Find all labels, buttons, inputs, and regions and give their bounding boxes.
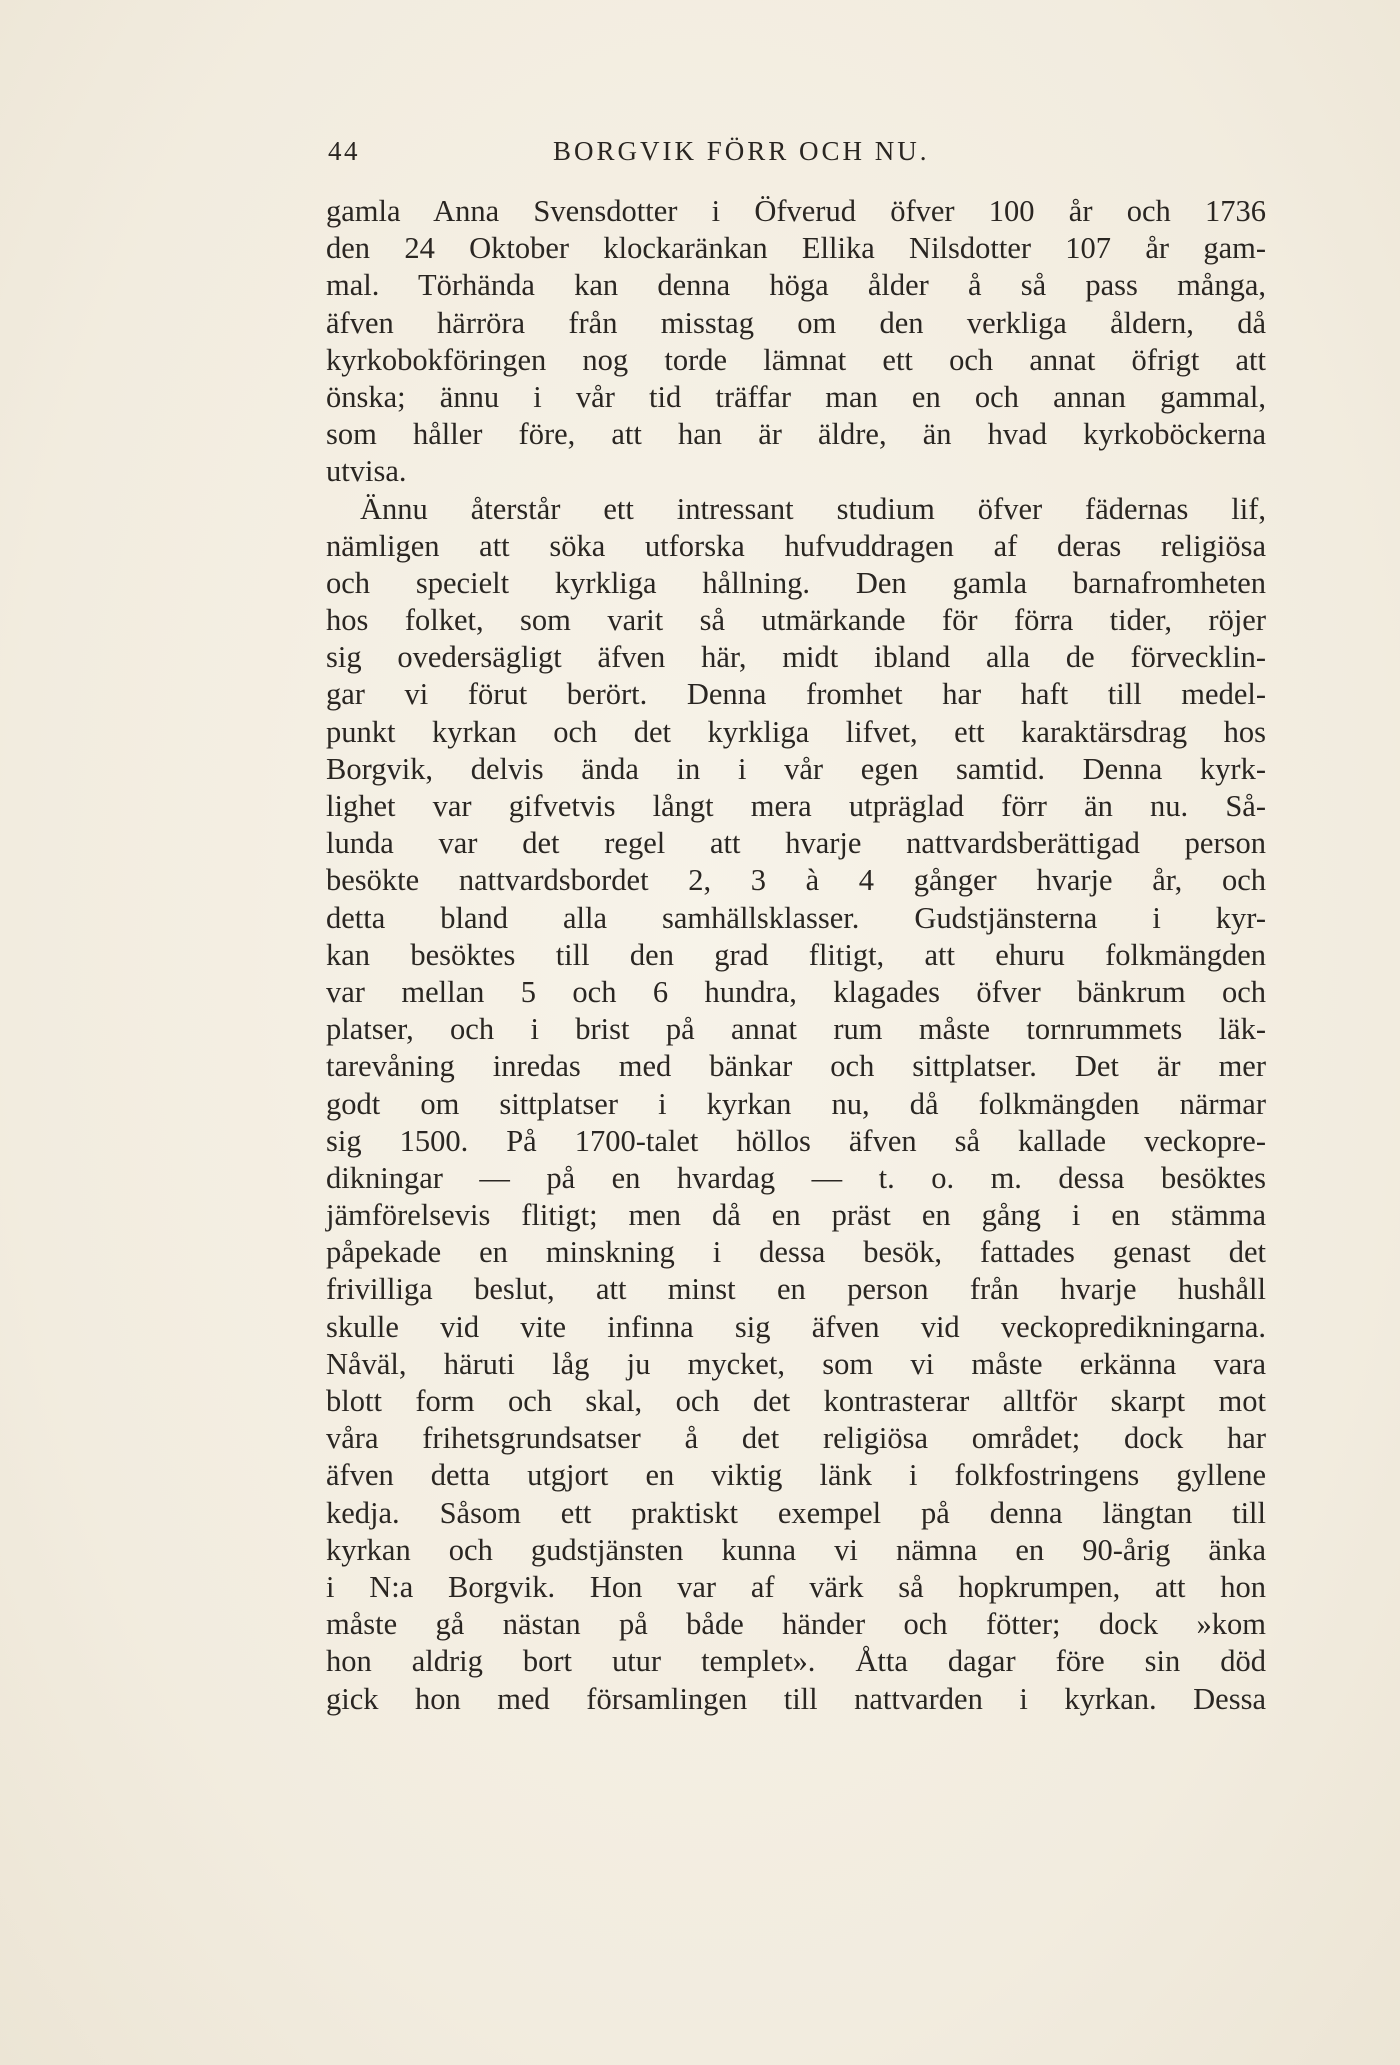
text-line: den 24 Oktober klockaränkan Ellika Nilsdotter 107 år gam- xyxy=(326,231,1266,266)
text-line: gamla Anna Svensdotter i Öfverud öfver 100 år och 1736 xyxy=(326,194,1266,228)
text-line: tarevåning inredas med bänkar och sittplatser. Det är mer xyxy=(326,1049,1266,1084)
text-line: hon aldrig bort utur templet». Åtta dagar före sin död xyxy=(326,1644,1266,1679)
text-line: våra frihetsgrundsatser å det religiösa området; dock har xyxy=(326,1421,1266,1456)
text-line: måste gå nästan på både händer och fötter; dock »kom xyxy=(326,1607,1266,1642)
text-line: kyrkan och gudstjänsten kunna vi nämna en 90-årig änka xyxy=(326,1532,1266,1567)
text-line: kyrkobokföringen nog torde lämnat ett och annat öfrigt att xyxy=(326,342,1266,377)
text-line: gick hon med församlingen till nattvarden i kyrkan. Dessa xyxy=(326,1681,1266,1716)
text-line: besökte nattvardsbordet 2, 3 à 4 gånger hvarje år, och xyxy=(326,863,1266,898)
text-line: påpekade en minskning i dessa besök, fattades genast det xyxy=(326,1235,1266,1270)
text-line: och specielt kyrkliga hållning. Den gamla barnafromheten xyxy=(326,565,1266,600)
text-line: önska; ännu i vår tid träffar man en och annan gammal, xyxy=(326,379,1266,414)
text-line: äfven härröra från misstag om den verkliga åldern, då xyxy=(326,305,1266,340)
text-line: mal. Törhända kan denna höga ålder å så pass många, xyxy=(326,268,1266,303)
text-line: jämförelsevis flitigt; men då en präst en gång i en stämma xyxy=(326,1198,1266,1233)
body-text xyxy=(326,193,1266,1718)
text-line: utvisa. xyxy=(326,454,407,489)
text-line: i N:a Borgvik. Hon var af värk så hopkrumpen, att hon xyxy=(326,1569,1266,1604)
text-line: hos folket, som varit så utmärkande för förra tider, röjer xyxy=(326,603,1266,638)
text-line: Borgvik, delvis ända in i vår egen samtid. Denna kyrk- xyxy=(326,751,1266,786)
text-line: godt om sittplatser i kyrkan nu, då folkmängden närmar xyxy=(326,1086,1266,1121)
page-number: 44 xyxy=(328,136,360,166)
text-line: frivilliga beslut, att minst en person från hvarje hushåll xyxy=(326,1272,1266,1307)
text-line: lunda var det regel att hvarje nattvardsberättigad person xyxy=(326,826,1266,861)
text-line: äfven detta utgjort en viktig länk i folkfostringens gyllene xyxy=(326,1458,1266,1493)
text-line: lighet var gifvetvis långt mera utpräglad förr än nu. Så- xyxy=(326,789,1266,823)
text-line: sig ovedersägligt äfven här, midt ibland alla de förvecklin- xyxy=(326,640,1266,675)
text-line: sig 1500. På 1700-talet höllos äfven så kallade veckopre- xyxy=(326,1123,1266,1158)
text-line: nämligen att söka utforska hufvuddragen af deras religiösa xyxy=(326,528,1266,563)
text-line: skulle vid vite infinna sig äfven vid veckopredikningarna. xyxy=(326,1309,1266,1344)
text-line: dikningar — på en hvardag — t. o. m. dessa besöktes xyxy=(326,1160,1266,1195)
text-line: platser, och i brist på annat rum måste tornrummets läk- xyxy=(326,1012,1266,1047)
text-line: gar vi förut berört. Denna fromhet har haft till medel- xyxy=(326,677,1266,712)
running-title: BORGVIK FÖRR OCH NU. xyxy=(553,136,930,166)
text-line: Nåväl, häruti låg ju mycket, som vi måste erkänna vara xyxy=(326,1346,1266,1381)
text-line: kedja. Såsom ett praktiskt exempel på denna längtan till xyxy=(326,1495,1266,1530)
text-line: kan besöktes till den grad flitigt, att ehuru folkmängden xyxy=(326,937,1266,972)
text-line: som håller före, att han är äldre, än hvad kyrkoböckerna xyxy=(326,417,1266,452)
text-line: punkt kyrkan och det kyrkliga lifvet, ett karaktärsdrag hos xyxy=(326,714,1266,749)
text-line: var mellan 5 och 6 hundra, klagades öfver bänkrum och xyxy=(326,974,1266,1009)
text-line: detta bland alla samhällsklasser. Gudstjänsterna i kyr- xyxy=(326,900,1266,935)
page-header xyxy=(328,128,1088,172)
text-line: Ännu återstår ett intressant studium öfver fädernas lif, xyxy=(360,491,1266,526)
text-line: blott form och skal, och det kontrasterar alltför skarpt mot xyxy=(326,1384,1266,1418)
